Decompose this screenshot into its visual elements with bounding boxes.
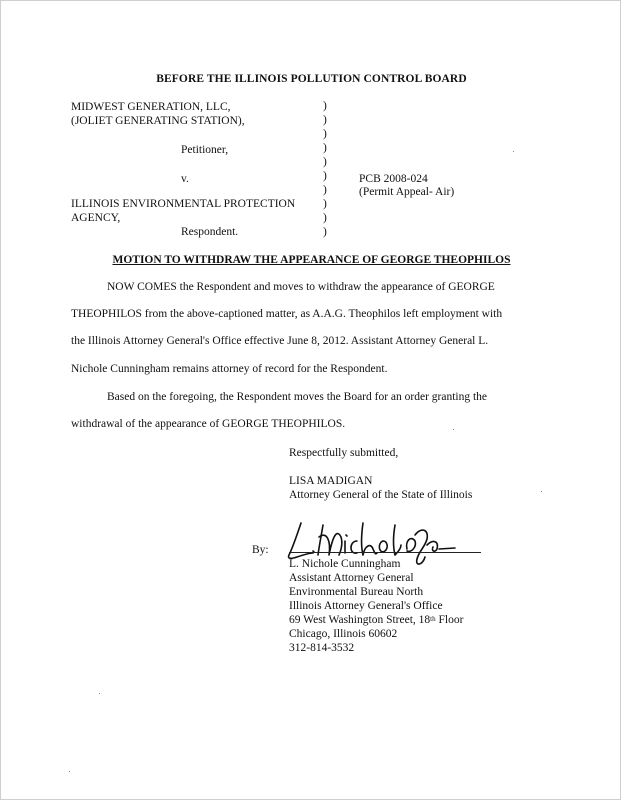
closing: Respectfully submitted,: [289, 447, 399, 459]
motion-title: MOTION TO WITHDRAW THE APPEARANCE OF GEORGE THEOPHILOS: [112, 254, 511, 266]
caption-paren: ): [323, 100, 327, 112]
petitioner-label: Petitioner,: [181, 144, 229, 156]
case-number: PCB 2008-024: [359, 173, 428, 185]
by-label: By:: [252, 544, 269, 556]
signature-line: [289, 552, 481, 553]
respondent-agency: AGENCY,: [71, 212, 121, 224]
street-address: [289, 614, 463, 628]
scan-speck: [541, 491, 542, 492]
ag-name: LISA MADIGAN: [289, 475, 373, 487]
scan-speck: [99, 693, 100, 694]
scan-speck: [453, 429, 454, 430]
ag-title: Attorney General of the State of Illinois: [289, 489, 473, 501]
caption-paren: ): [323, 142, 327, 154]
phone: 312-814-3532: [289, 642, 355, 654]
bureau: Environmental Bureau North: [289, 586, 424, 598]
versus-label: v.: [181, 173, 189, 185]
caption-paren: ): [323, 156, 327, 168]
caption-paren: ): [323, 184, 327, 196]
body-line: THEOPHILOS from the above-captioned matter, as A.A.G. Theophilos left employment with: [71, 308, 503, 320]
caption-paren: ): [323, 198, 327, 210]
caption-paren: ): [323, 128, 327, 140]
signer-title: Assistant Attorney General: [289, 572, 414, 584]
scan-speck: [513, 151, 514, 152]
caption-paren: ): [323, 226, 327, 238]
scan-speck: [69, 771, 70, 772]
body-line: Based on the foregoing, the Respondent moves the Board for an order granting the: [107, 391, 488, 403]
petitioner-name: MIDWEST GENERATION, LLC,: [71, 101, 231, 113]
street-ordinal: th: [430, 615, 436, 623]
case-type: (Permit Appeal- Air): [359, 186, 455, 198]
petitioner-station: (JOLIET GENERATING STATION),: [71, 115, 245, 127]
body-line: NOW COMES the Respondent and moves to withdraw the appearance of GEORGE: [107, 281, 495, 293]
street-prefix: 69 West Washington Street, 18: [289, 614, 431, 626]
body-line: the Illinois Attorney General's Office effective June 8, 2012. Assistant Attorney General L.: [71, 335, 489, 347]
city: Chicago, Illinois 60602: [289, 628, 398, 640]
board-title: BEFORE THE ILLINOIS POLLUTION CONTROL BOARD: [156, 73, 467, 85]
caption-paren: ): [323, 114, 327, 126]
body-line: Nichole Cunningham remains attorney of record for the Respondent.: [71, 363, 388, 375]
caption-paren: ): [323, 212, 327, 224]
street-suffix: Floor: [435, 614, 464, 626]
respondent-name: ILLINOIS ENVIRONMENTAL PROTECTION: [71, 198, 296, 210]
respondent-label: Respondent.: [181, 226, 239, 238]
body-line: withdrawal of the appearance of GEORGE THEOPHILOS.: [71, 418, 346, 430]
office: Illinois Attorney General's Office: [289, 600, 443, 612]
signer-name: L. Nichole Cunningham: [289, 558, 401, 570]
caption-paren: ): [323, 170, 327, 182]
